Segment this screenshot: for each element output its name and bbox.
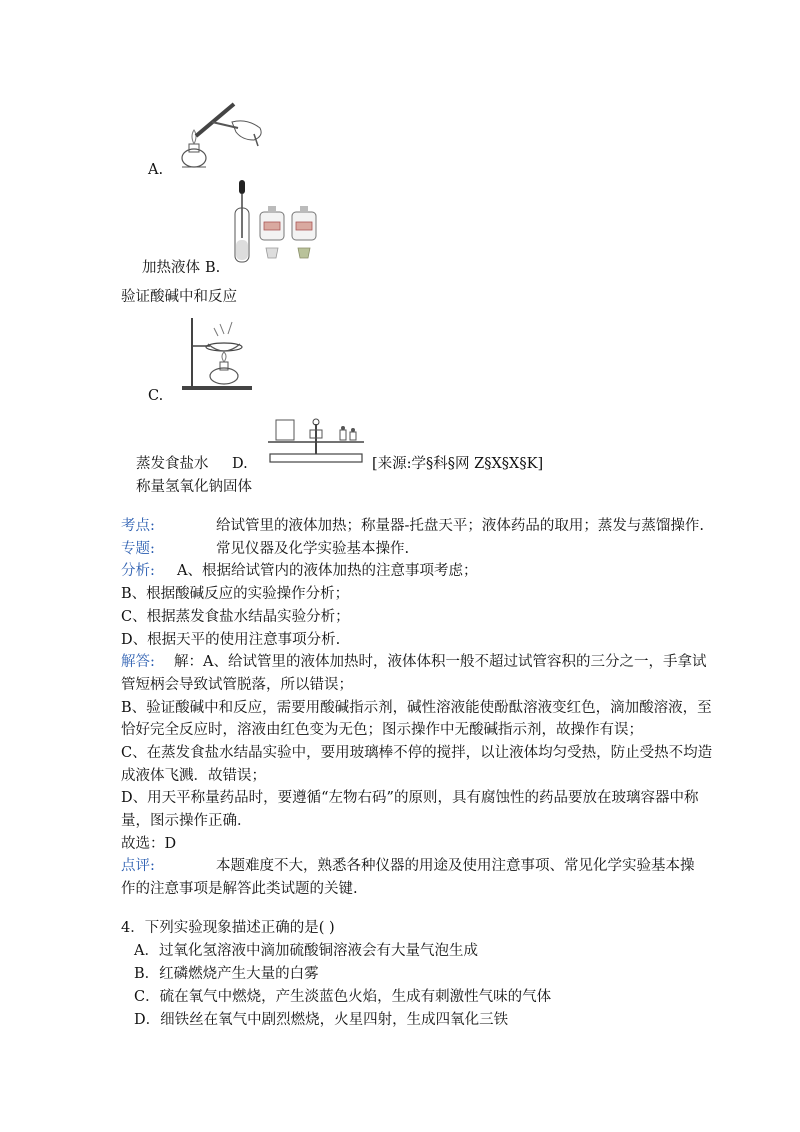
jieda-answer: 故选：D [121,836,177,852]
question-4-choice: A．过氧化氢溶液中滴加硫酸铜溶液会有大量气泡生成 [134,943,478,959]
dianping-line: 本题难度不大，熟悉各种仪器的用途及使用注意事项、常见化学实验基本操 [216,858,695,874]
fenxi-line: C、根据蒸发食盐水结晶实验分析； [121,609,350,625]
option-c-letter: C. [148,388,164,404]
option-d-caption: 称量氢氧化钠固体 [136,479,252,495]
figure-balance [264,410,368,466]
jieda-line: 量，图示操作正确． [121,813,252,829]
option-b-letter: B. [205,260,221,276]
fenxi-label: 分析: [121,563,155,579]
jieda-line: 管短柄会导致试管脱落，所以错误； [121,677,353,693]
question-4-choice: B．红磷燃烧产生大量的白雾 [134,966,319,982]
question-4-stem: 4．下列实验现象描述正确的是( ) [121,920,335,936]
kaodian-label: 考点: [121,518,155,534]
option-d-letter: D. [232,456,248,472]
option-a-caption: 加热液体 [142,260,200,276]
question-4-choice: D．细铁丝在氧气中剧烈燃烧，火星四射，生成四氧化三铁 [134,1012,509,1028]
kaodian-text: 给试管里的液体加热；称量器-托盘天平；液体药品的取用；蒸发与蒸馏操作. [216,518,705,534]
dianping-label: 点评: [121,858,155,874]
fenxi-line: A、根据给试管内的液体加热的注意事项考虑； [177,563,478,579]
jieda-line: 成液体飞溅．故错误； [121,768,266,784]
option-c-caption: 蒸发食盐水 [136,456,209,472]
fenxi-line: D、根据天平的使用注意事项分析. [121,632,341,648]
jieda-label: 解答: [121,654,155,670]
jieda-line: 恰好完全反应时，溶液由红色变为无色；图示操作中无酸碱指示剂，故操作有误； [121,722,643,738]
dianping-line: 作的注意事项是解答此类试题的关键. [121,881,358,897]
jieda-line: B、验证酸碱中和反应，需要用酸碱指示剂，碱性溶液能使酚酞溶液变红色，滴加酸溶液，至 [121,700,712,716]
figure-acid-base-neutralization [228,178,324,264]
jieda-line: 解：A、给试管里的液体加热时，液体体积一般不超过试管容积的三分之一，手拿试 [174,654,707,670]
question-4-choice: C．硫在氧气中燃烧，产生淡蓝色火焰，生成有刺激性气味的气体 [134,989,552,1005]
zhuanti-text: 常见仪器及化学实验基本操作. [216,541,410,557]
zhuanti-label: 专题: [121,541,155,557]
fenxi-line: B、根据酸碱反应的实验操作分析； [121,586,350,602]
option-b-caption: 验证酸碱中和反应 [121,289,237,305]
jieda-line: C、在蒸发食盐水结晶实验中，要用玻璃棒不停的搅拌，以让液体均匀受热，防止受热不均造 [121,745,713,761]
figure-evaporation [180,312,262,392]
jieda-line: D、用天平称量药品时，要遵循“左物右码”的原则，具有腐蚀性的药品要放在玻璃容器中称 [121,790,699,806]
figure-heating-liquid [172,92,272,177]
option-a-letter: A. [148,162,164,178]
source-watermark-text: [来源:学§科§网 Z§X§X§K] [372,456,544,472]
